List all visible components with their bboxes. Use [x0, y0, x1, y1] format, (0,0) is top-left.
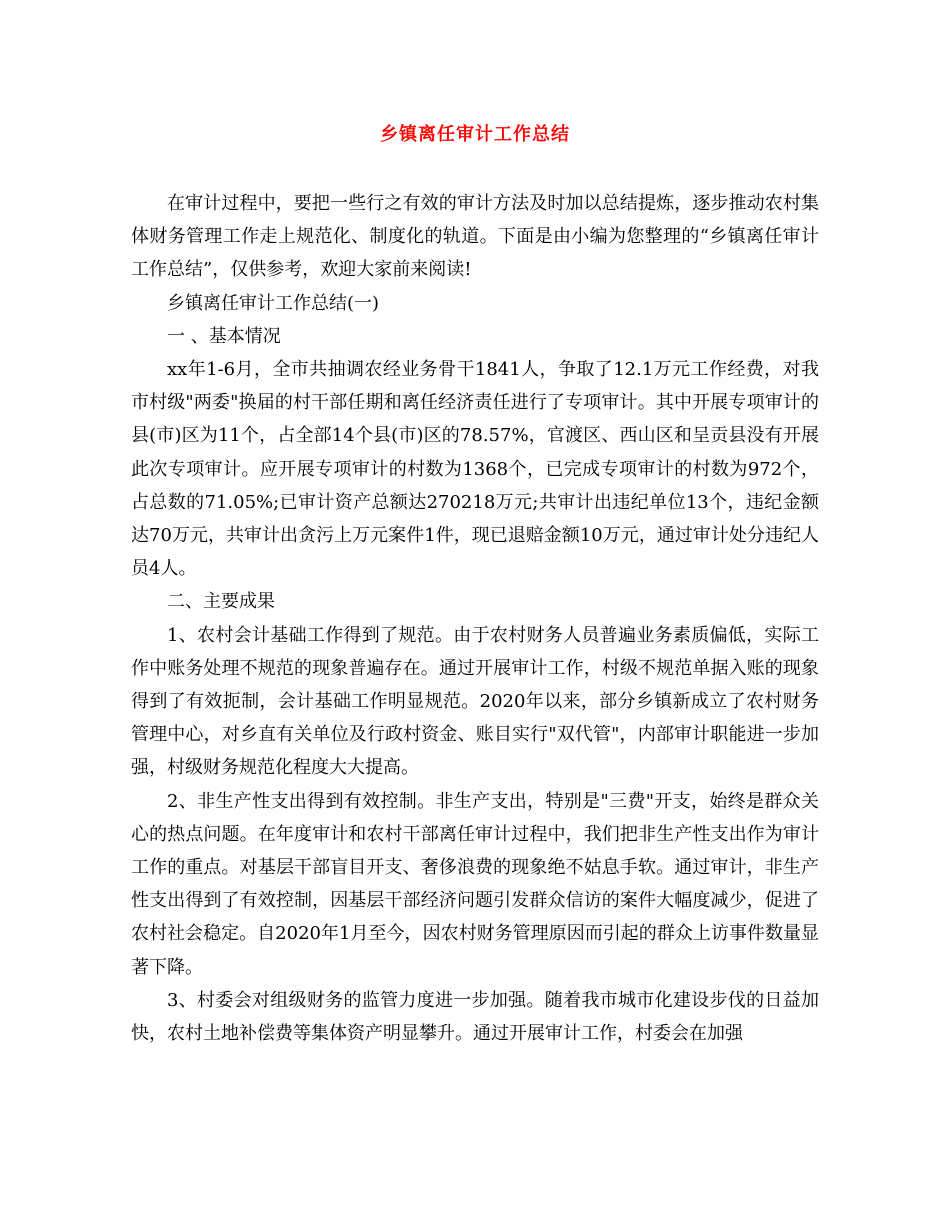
paragraph-heading-results: 二、主要成果	[167, 591, 275, 613]
paragraph-result-1: 1、农村会计基础工作得到了规范。由于农村财务人员普遍业务素质偏低，实际工作中账务处理不规范的现象普遍存在。通过开展审计工作，村级不规范单据入账的现象得到了有效扼制，会计基础工作明显规范。2020年以来，部分乡镇新成立了农村财务管理中心，对乡直有关单位及行政村资金、账目实行"双代管"，内部审计职能进一步加强，村级财务规范化程度大大提高。	[131, 624, 819, 779]
paragraph-heading-basic: 一 、基本情况	[167, 325, 281, 347]
paragraph-section-heading: 乡镇离任审计工作总结(一)	[167, 292, 380, 314]
document-body	[131, 187, 819, 1050]
paragraph-result-3: 3、村委会对组级财务的监管力度进一步加强。随着我市城市化建设步伐的日益加快，农村土地补偿费等集体资产明显攀升。通过开展审计工作，村委会在加强	[131, 989, 819, 1045]
document-title: 乡镇离任审计工作总结	[380, 124, 570, 145]
paragraph-basic-situation: xx年1-6月，全市共抽调农经业务骨干1841人，争取了12.1万元工作经费，对我市村级"两委"换届的村干部任期和离任经济责任进行了专项审计。其中开展专项审计的县(市)区为11个，占全部14个县(市)区的78.57%，官渡区、西山区和呈贡县没有开展此次专项审计。应开展专项审计的村数为1368个，已完成专项审计的村数为972个，占总数的71.05%;已审计资产总额达270218万元;共审计出违纪单位13个，违纪金额达70万元，共审计出贪污上万元案件1件，现已退赔金额10万元，通过审计处分违纪人员4人。	[131, 359, 819, 580]
document-page	[131, 0, 819, 1050]
paragraph-intro: 在审计过程中，要把一些行之有效的审计方法及时加以总结提炼，逐步推动农村集体财务管理工作走上规范化、制度化的轨道。下面是由小编为您整理的“乡镇离任审计工作总结”，仅供参考，欢迎大家前来阅读!	[131, 193, 819, 281]
paragraph-result-2: 2、非生产性支出得到有效控制。非生产支出，特别是"三费"开支，始终是群众关心的热点问题。在年度审计和农村干部离任审计过程中，我们把非生产性支出作为审计工作的重点。对基层干部盲目开支、奢侈浪费的现象绝不姑息手软。通过审计，非生产性支出得到了有效控制，因基层干部经济问题引发群众信访的案件大幅度减少，促进了农村社会稳定。自2020年1月至今，因农村财务管理原因而引起的群众上访事件数量显著下降。	[131, 790, 819, 978]
